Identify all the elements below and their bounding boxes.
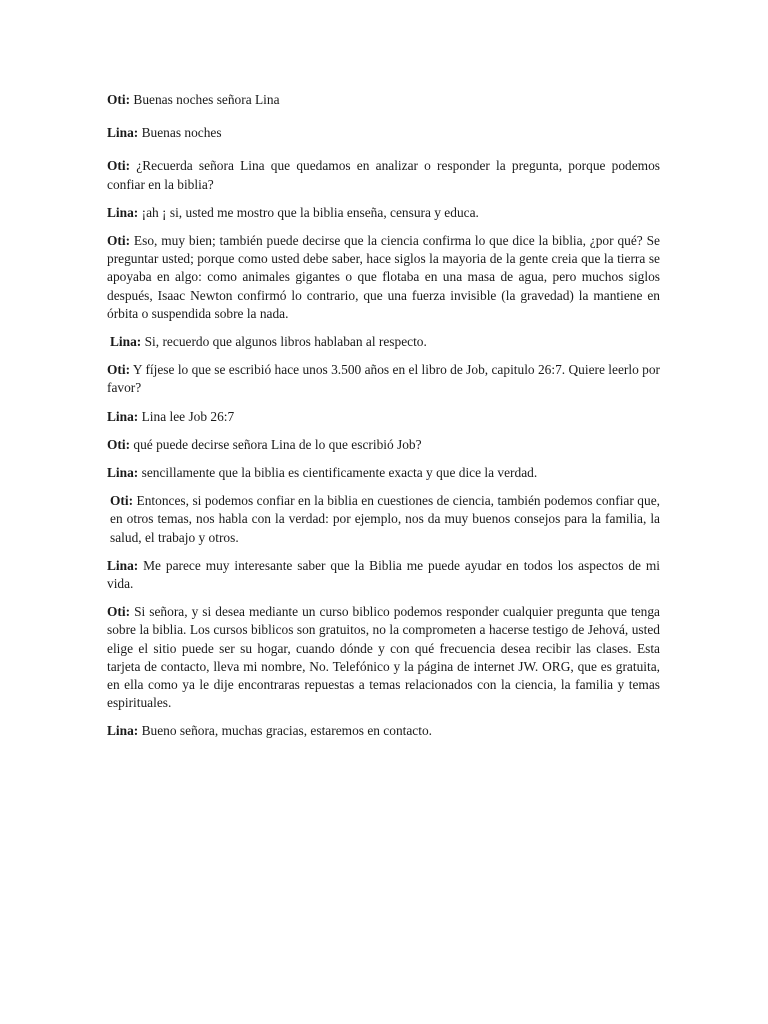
speaker-label: Lina: <box>107 465 139 481</box>
line-text: Buenas noches <box>138 125 222 141</box>
line-text: sencillamente que la biblia es cientificamente exacta y que dice la verdad. <box>138 465 538 481</box>
dialogue-line-11 <box>107 492 660 547</box>
line-text: Si señora, y si desea mediante un curso biblico podemos responder cualquier pregunta que tenga sobre la biblia. Los cursos biblicos son gratuitos, no la comprometen a hacerse testigo de Jehová, usted elige el sitio puede ser su hogar, cuando dónde y con qué frecuencia desea recibir las clases. Esta tarjeta de contacto, lleva mi nombre, No. Telefónico y la página de internet JW. ORG, que es gratuita, en ella como ya le dije encontraras repuestas a temas relacionados con la ciencia, la familia y temas espirituales. <box>107 604 660 711</box>
speaker-label: Lina: <box>107 204 139 220</box>
line-text: Si, recuerdo que algunos libros hablaban al respecto. <box>141 334 427 350</box>
dialogue-line-10 <box>107 464 660 482</box>
speaker-label: Oti: <box>107 92 131 107</box>
dialogue-line-5 <box>107 232 660 323</box>
speaker-label: Lina: <box>107 125 139 141</box>
dialogue-line-4 <box>107 204 660 222</box>
dialogue-line-1 <box>107 91 660 109</box>
dialogue-line-12 <box>107 557 660 593</box>
speaker-label: Oti: <box>107 233 131 249</box>
speaker-label: Lina: <box>107 723 139 739</box>
dialogue-line-8 <box>107 408 660 426</box>
speaker-label: Oti: <box>107 362 131 378</box>
dialogue-line-7 <box>107 361 660 397</box>
speaker-label: Oti: <box>107 158 131 174</box>
speaker-label: Oti: <box>107 604 131 620</box>
dialogue-body <box>107 91 660 751</box>
speaker-label: Lina: <box>110 334 142 350</box>
dialogue-line-6 <box>107 333 660 351</box>
dialogue-line-2 <box>107 124 660 142</box>
line-text: ¿Recuerda señora Lina que quedamos en analizar o responder la pregunta, porque podemos confiar en la biblia? <box>107 158 660 192</box>
dialogue-line-9 <box>107 436 660 454</box>
line-text: Lina lee Job 26:7 <box>138 408 235 424</box>
dialogue-line-3 <box>107 157 660 193</box>
line-text: Y fíjese lo que se escribió hace unos 3.500 años en el libro de Job, capitulo 26:7. Quiere leerlo por favor? <box>107 362 660 396</box>
line-text: Entonces, si podemos confiar en la biblia en cuestiones de ciencia, también podemos confiar que, en otros temas, nos habla con la verdad: por ejemplo, nos da muy buenos consejos para la familia, la salud, el trabajo y otros. <box>110 493 660 545</box>
line-text: Buenas noches señora Lina <box>130 92 280 107</box>
speaker-label: Lina: <box>107 408 139 424</box>
line-text: Eso, muy bien; también puede decirse que la ciencia confirma lo que dice la biblia, ¿por qué? Se preguntar usted; porque como usted debe saber, hace siglos la mayoria de la gente creia que la tierra se apoyaba en algo: como animales gigantes o que flotaba en una masa de agua, pero muchos siglos después, Isaac Newton confirmó lo contrario, que una fuerza invisible (la gravedad) la mantiene en órbita o suspendida sobre la nada. <box>107 233 660 321</box>
speaker-label: Oti: <box>107 436 131 452</box>
line-text: Bueno señora, muchas gracias, estaremos en contacto. <box>138 723 433 739</box>
dialogue-line-13 <box>107 603 660 712</box>
dialogue-line-14 <box>107 722 660 740</box>
line-text: Me parece muy interesante saber que la Biblia me puede ayudar en todos los aspectos de mi vida. <box>107 557 660 592</box>
speaker-label: Oti: <box>110 493 134 509</box>
speaker-label: Lina: <box>107 557 139 573</box>
line-text: ¡ah ¡ si, usted me mostro que la biblia enseña, censura y educa. <box>138 204 479 220</box>
line-text: qué puede decirse señora Lina de lo que escribió Job? <box>130 436 422 452</box>
